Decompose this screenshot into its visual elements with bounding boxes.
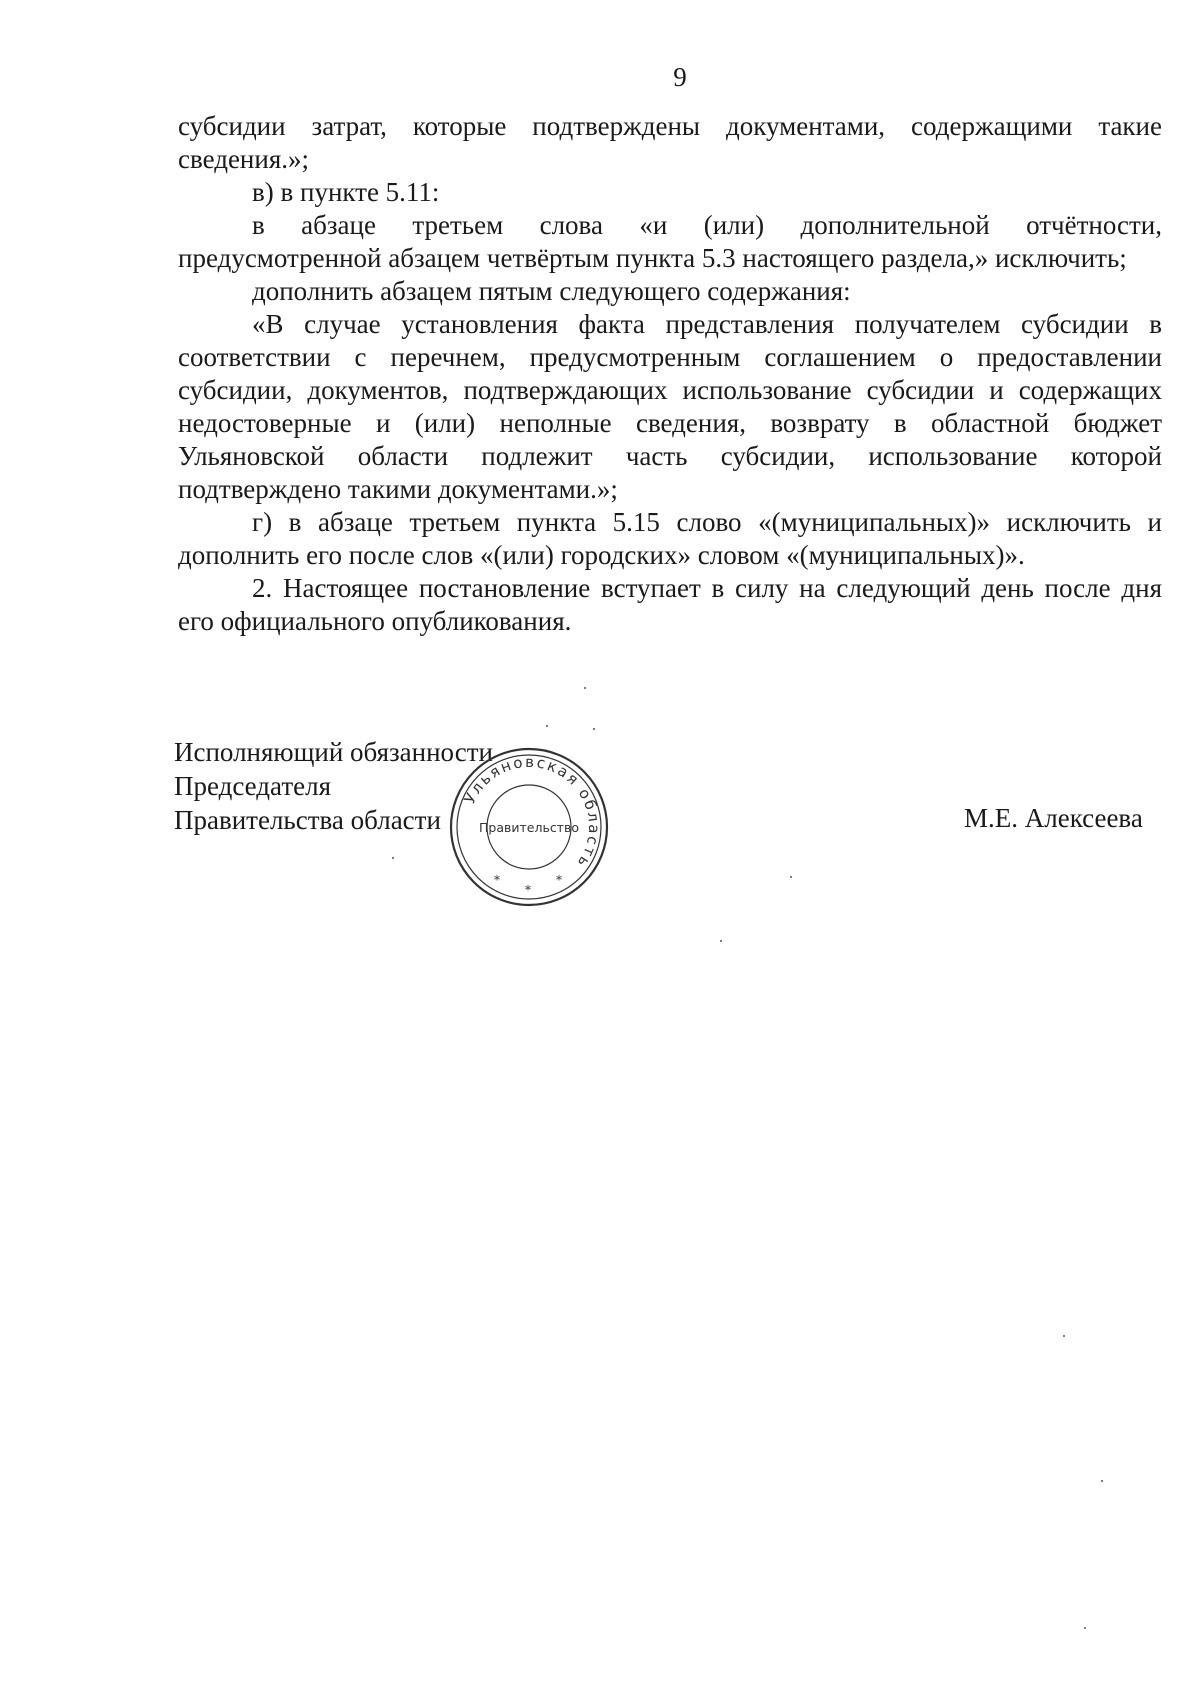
paragraph: дополнить абзацем пятым следующего содержания: — [252, 276, 851, 306]
scan-speck — [1101, 1480, 1103, 1482]
scan-speck — [584, 687, 586, 689]
paragraph: «В случае установления факта представления получателем субсидии в соответствии с перечнем, предусмотренным соглашением о предоставлении субсидии, документов, подтверждающих использование субсидии и содержащих недостоверные и (или) неполные сведения, возврату в областной бюджет Ульяновской области подлежит часть субсидии, использование которой подтверждено такими документами.»; — [178, 309, 1162, 504]
scan-speck — [790, 876, 792, 878]
seal-star-left: * — [494, 873, 500, 887]
paragraph: в) в пункте 5.11: — [252, 177, 440, 207]
scan-speck — [593, 728, 595, 730]
signer-title-line-2: Председателя — [174, 771, 332, 801]
seal-star-right: * — [556, 873, 562, 887]
scan-speck — [392, 857, 394, 859]
scan-speck — [1063, 1335, 1065, 1337]
paragraph: г) в абзаце третьем пункта 5.15 слово «(муниципальных)» исключить и дополнить его после слов «(или) городских» словом «(муниципальных)». — [178, 507, 1162, 570]
seal-ring-text: Ульяновская область — [460, 752, 604, 873]
paragraph: в абзаце третьем слова «и (или) дополнительной отчётности, предусмотренной абзацем четвёртым пункта 5.3 настоящего раздела,» исключить; — [178, 210, 1162, 273]
document-body — [178, 110, 1162, 638]
scan-speck — [720, 940, 722, 942]
scan-speck — [1084, 1627, 1086, 1629]
signer-name: М.Е. Алексеева — [964, 803, 1143, 833]
paragraph: субсидии затрат, которые подтверждены документами, содержащими такие сведения.»; — [178, 111, 1162, 174]
scan-speck — [546, 725, 548, 727]
paragraph: 2. Настоящее постановление вступает в силу на следующий день после дня его официального опубликования. — [178, 573, 1162, 636]
signer-title-line-1: Исполняющий обязанности — [174, 737, 493, 767]
seal-star-mid: * — [525, 883, 531, 897]
page-number: 9 — [673, 62, 687, 92]
seal-center-text: Правительство — [479, 820, 579, 835]
official-seal — [446, 744, 612, 910]
signer-title-line-3: Правительства области — [174, 805, 441, 835]
